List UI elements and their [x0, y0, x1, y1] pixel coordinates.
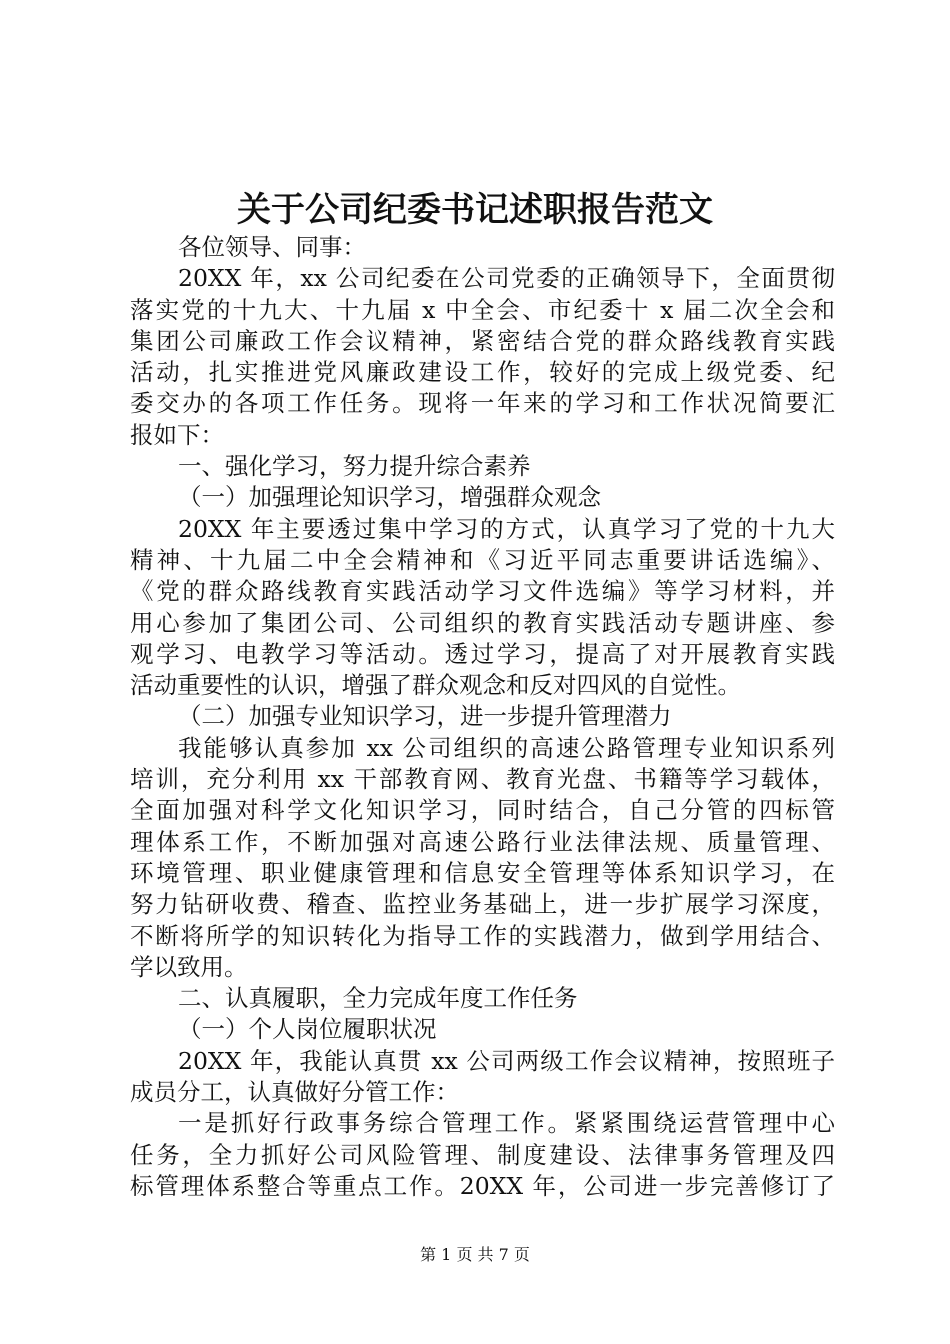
text-line: 努力钻研收费、稽查、监控业务基础上，进一步扩展学习深度，: [130, 890, 835, 919]
text-line: 培训，充分利用 xx 干部教育网、教育光盘、书籍等学习载体，: [130, 765, 835, 794]
text-line: （二）加强专业知识学习，进一步提升管理潜力: [178, 702, 672, 731]
text-line: 集团公司廉政工作会议精神，紧密结合党的群众路线教育实践: [130, 326, 835, 355]
text-line: 20XX 年，xx 公司纪委在公司党委的正确领导下，全面贯彻: [178, 264, 835, 293]
text-line: 标管理体系整合等重点工作。20XX 年，公司进一步完善修订了: [130, 1171, 835, 1200]
text-line: 20XX 年主要透过集中学习的方式，认真学习了党的十九大: [178, 514, 835, 543]
text-line: 用心参加了集团公司、公司组织的教育实践活动专题讲座、参: [130, 608, 835, 637]
text-line: 成员分工，认真做好分管工作：: [130, 1078, 459, 1107]
text-line: 理体系工作，不断加强对高速公路行业法律法规、质量管理、: [130, 827, 835, 856]
text-line: 全面加强对科学文化知识学习，同时结合，自己分管的四标管: [130, 796, 835, 825]
text-line: （一）加强理论知识学习，增强群众观念: [178, 483, 601, 512]
text-line: 精神、十九届二中全会精神和《习近平同志重要讲话选编》、: [130, 545, 835, 574]
text-line: 报如下：: [130, 420, 224, 449]
text-line: 环境管理、职业健康管理和信息安全管理等体系知识学习，在: [130, 858, 835, 887]
text-line: 活动，扎实推进党风廉政建设工作，较好的完成上级党委、纪: [130, 358, 835, 387]
text-line: 我能够认真参加 xx 公司组织的高速公路管理专业知识系列: [178, 733, 835, 762]
text-line: （一）个人岗位履职状况: [178, 1015, 437, 1044]
document-body: [130, 232, 835, 1202]
text-line: 一、强化学习，努力提升综合素养: [178, 452, 531, 481]
document-title: 关于公司纪委书记述职报告范文: [237, 190, 713, 230]
text-line: 《党的群众路线教育实践活动学习文件选编》等学习材料，并: [130, 577, 835, 606]
text-line: 不断将所学的知识转化为指导工作的实践潜力，做到学用结合、: [130, 921, 835, 950]
text-line: 落实党的十九大、十九届 x 中全会、市纪委十 x 届二次全会和: [130, 295, 835, 324]
text-line: 委交办的各项工作任务。现将一年来的学习和工作状况简要汇: [130, 389, 835, 418]
text-line: 各位领导、同事：: [178, 233, 366, 261]
text-line: 二、认真履职，全力完成年度工作任务: [178, 984, 578, 1013]
text-line: 活动重要性的认识，增强了群众观念和反对四风的自觉性。: [130, 671, 741, 700]
text-line: 一是抓好行政事务综合管理工作。紧紧围绕运营管理中心: [178, 1109, 835, 1138]
text-line: 任务，全力抓好公司风险管理、制度建设、法律事务管理及四: [130, 1140, 835, 1169]
text-line: 观学习、电教学习等活动。透过学习，提高了对开展教育实践: [130, 639, 835, 668]
text-line: 学以致用。: [130, 952, 248, 981]
text-line: 20XX 年，我能认真贯 xx 公司两级工作会议精神，按照班子: [178, 1046, 835, 1075]
page-footer: 第 1 页 共 7 页: [420, 1245, 530, 1264]
